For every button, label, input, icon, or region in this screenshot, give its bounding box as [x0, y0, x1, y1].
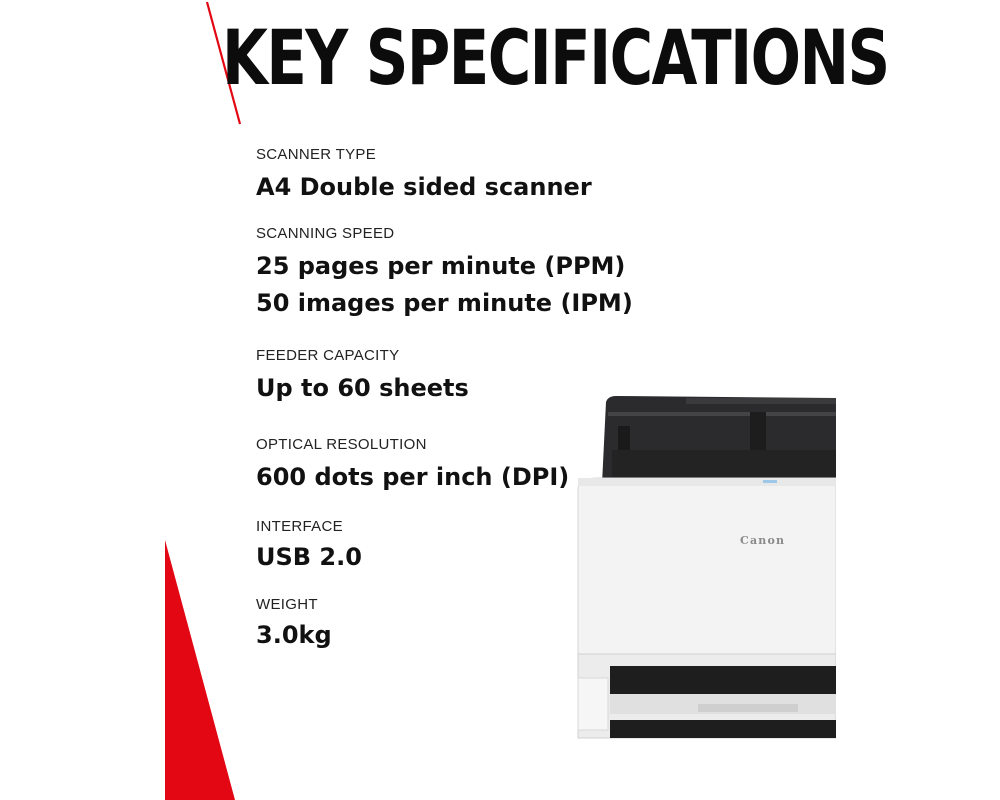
spec-value-interface: USB 2.0: [256, 543, 362, 571]
spec-value-weight: 3.0kg: [256, 621, 332, 649]
spec-label-scanning-speed: SCANNING SPEED: [256, 225, 395, 242]
scanner-product-image: [568, 392, 836, 742]
spec-label-interface: INTERFACE: [256, 518, 343, 535]
spec-label-feeder-capacity: FEEDER CAPACITY: [256, 347, 400, 364]
spec-label-weight: WEIGHT: [256, 596, 318, 613]
spec-value-scanner-type: A4 Double sided scanner: [256, 173, 592, 201]
spec-label-optical-resolution: OPTICAL RESOLUTION: [256, 436, 427, 453]
spec-label-scanner-type: SCANNER TYPE: [256, 146, 377, 163]
page-title: KEY SPECIFICATIONS: [222, 13, 889, 102]
canon-logo: Canon: [740, 534, 786, 547]
spec-value-scanning-speed-ppm: 25 pages per minute (PPM): [256, 252, 626, 280]
spec-value-optical-resolution: 600 dots per inch (DPI): [256, 463, 570, 491]
spec-value-scanning-speed-ipm: 50 images per minute (IPM): [256, 289, 633, 317]
spec-value-feeder-capacity: Up to 60 sheets: [256, 374, 469, 402]
